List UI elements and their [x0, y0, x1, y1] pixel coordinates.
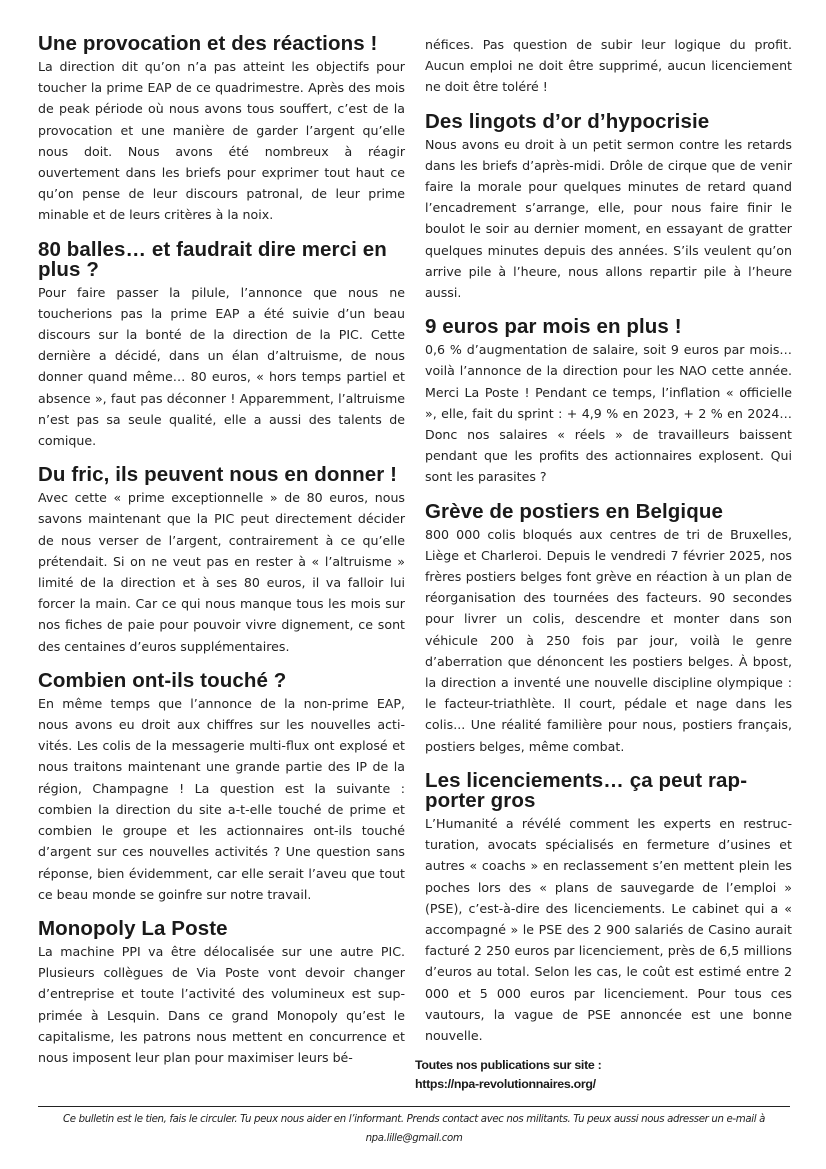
article-greve-belgique: [425, 499, 792, 757]
article-licenciements: [425, 768, 792, 1046]
publications-label: Toutes nos publications sur site :: [415, 1058, 602, 1072]
article-heading: Les licenciements… ça peut rapporter gros: [425, 768, 748, 812]
article-continuation: néfices. Pas question de subir leur logique du profit. Aucun emploi ne doit être supprimé, aucun licenciement ne doit être toléré !: [425, 37, 792, 95]
article-body: Avec cette « prime exceptionnelle » de 80 euros, nous savons maintenant que la PIC peut directement décider de nous verser de l’argent, contrairement à ce qu’elle prétendait. Si on ne veut pas en rester à « l’altruisme » limité de la direction et à ses 80 euros, il va falloir lui forcer la main. Car ce qui nous manque tous les mois sur nos fiches de paie pour pouvoir vivre dignement, ce sont des centaines d’euros supplémentaires.: [38, 490, 405, 654]
article-80-balles: [38, 237, 405, 452]
article-body: L’Humanité a révélé comment les experts en restructuration, avocats spécialisés en fermeture d’usines et autres « coachs » en reclassement s’en mettent plein les poches lors des « plans de sauvegarde de l’emploi » (PSE), c’est-à-dire des licenciements. Le cabinet qui a « accompagné » le PSE des 2 900 salariés de Casino aurait facturé 2 250 euros par licenciement, près de 6,5 millions d’euros au total. Selon les cas, le coût est estimé entre 2 000 et 5 000 euros par licenciement. Pour tous ces vautours, la vague de PSE annoncée est une bonne nouvelle.: [425, 815, 792, 1043]
publications-notice: [415, 1056, 601, 1094]
article-heading: Une provocation et des réactions !: [38, 32, 378, 55]
article-heading: 80 balles… et faudrait dire merci en plus ?: [38, 237, 387, 281]
bulletin-page: [38, 34, 790, 1094]
article-heading: Combien ont-ils touché ?: [38, 668, 287, 692]
article-combien: [38, 668, 405, 905]
article-lingots: [425, 109, 792, 304]
article-body: Pour faire passer la pilule, l’annonce que nous ne toucherions pas la prime EAP a été suivie d’un beau discours sur la bonté de la direction de la PIC. Cette dernière a décidé, dans un élan d’altruisme, de nous donner quand même… 80 euros, « hors temps partiel et absence », faut pas déconner ! Apparemment, l’altruisme n’est pas sa seule qualité, elle a aussi des talents de comique.: [38, 284, 405, 449]
article-body: En même temps que l’annonce de la non-prime EAP, nous avons eu droit aux chiffres sur les nouvelles activités. Les colis de la messagerie multi-flux ont explosé et nous traitons maintenant une grande partie des IP de la région, Champagne ! La question est la suivante : combien la direction du site a-t-elle touché de prime et combien le groupe et les actionnaires ont-ils touché d’argent sur ces nouvelles activités ? Une question sans réponse, bien évidemment, car elle serait l’aveu que tout ce beau monde se goinfre sur notre travail.: [38, 695, 405, 902]
publications-link[interactable]: https://npa-revolutionnaires.org/: [415, 1077, 596, 1091]
article-heading: Du fric, ils peuvent nous en donner !: [38, 463, 398, 487]
article-body: 0,6 % d’augmentation de salaire, soit 9 euros par mois… voilà l’annonce de la direction pour les NAO cette année. Merci La Poste ! Pendant ce temps, l’inflation « officielle », elle, fait du sprint : + 4,9 % en 2023, + 2 % en 2024… Donc nos salaires « réels » de travailleurs baissent pendant que les profits des actionnaires explosent. Qui sont les parasites ?: [425, 342, 792, 485]
article-provocation: [38, 34, 405, 226]
article-heading: Monopoly La Poste: [38, 916, 228, 940]
article-9-euros: [425, 317, 792, 487]
footer-note: Ce bulletin est le tien, fais le circuler. Tu peux nous aider en l’informant. Prends contact avec nos militants. Tu peux aussi nous adresser un e-mail à npa.lille@gmail.com: [63, 1114, 765, 1144]
article-monopoly: [38, 916, 405, 1068]
article-heading: Grève de postiers en Belgique: [425, 499, 723, 523]
article-du-fric: [38, 465, 405, 657]
footer-divider: [38, 1106, 790, 1107]
article-body: La machine PPI va être délocalisée sur une autre PIC. Plusieurs collègues de Via Poste vont devoir changer d’entreprise et toute l’activité des volumineux est supprimée à Lesquin. Dans ce grand Monopoly qu’est le capitalisme, les patrons nous mettent en concurrence et nous imposent leur plan pour maximiser leurs bé-: [38, 943, 405, 1065]
article-body: Nous avons eu droit à un petit sermon contre les retards dans les briefs d’après-midi. Drôle de cirque que de venir faire la morale pour quelques minutes de retard quand l’encadrement s’arrange, elle, pour nous faire finir le boulot le soir au dernier moment, en essayant de gratter quelques minutes depuis des années. S’ils veulent qu’on arrive pile à l’heure, nous allons repartir pile à l’heure aussi.: [425, 136, 792, 301]
article-heading: 9 euros par mois en plus !: [425, 315, 682, 339]
left-column: [38, 34, 405, 1068]
article-body: 800 000 colis bloqués aux centres de tri de Bruxelles, Liège et Charleroi. Depuis le vendredi 7 février 2025, nos frères postiers belges font grève en réaction à un plan de réorganisation des tournées des facteurs. 90 secondes pour livrer un colis, descendre et monter dans son véhicule 200 à 250 fois par jour, voilà le genre d’aberration que dénoncent les postiers belges. À bpost, la direction a inventé une nouvelle discipline olympique : le facteur-triathlète. Il court, pédale et nage dans les colis... Une réalité familière pour nous, postiers français, postiers belges, même combat.: [425, 526, 792, 754]
right-column: [425, 34, 792, 1046]
article-heading: Des lingots d’or d’hypocrisie: [425, 109, 710, 133]
article-body: La direction dit qu’on n’a pas atteint les objectifs pour toucher la prime EAP de ce quadrimestre. Après des mois de peak période où nous avons tous souffert, c’est de la provocation et une manière de garder l’argent qu’elle nous doit. Nous avons été nombreux à réagir ouvertement dans les briefs pour exprimer tout haut ce qu’on pense de leur discours patronal, de leur prime minable et de leurs critères à la noix.: [38, 59, 405, 223]
